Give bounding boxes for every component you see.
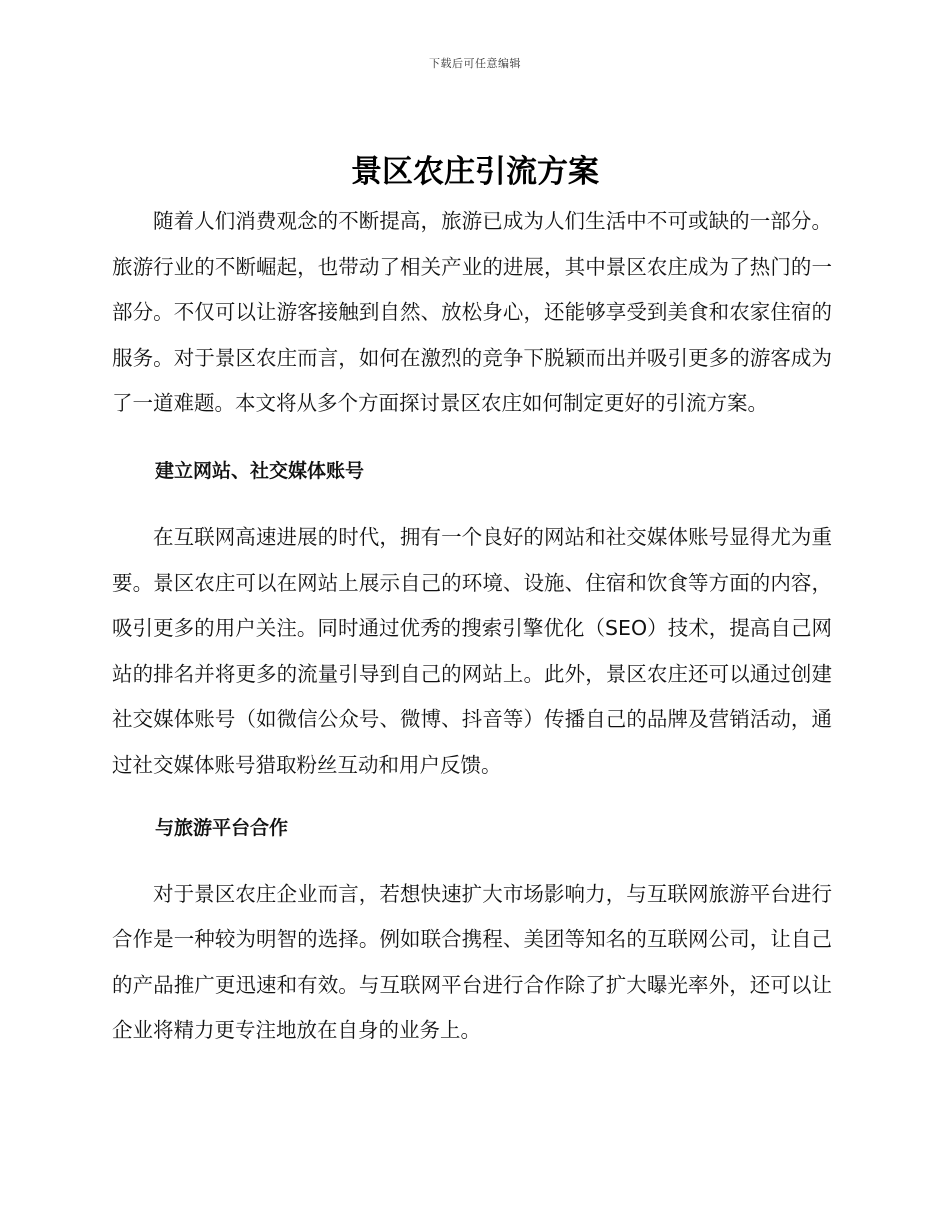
section-paragraph-platform-cooperation: 对于景区农庄企业而言，若想快速扩大市场影响力，与互联网旅游平台进行合作是一种较为明智的选择。例如联合携程、美团等知名的互联网公司，让自己的产品推广更迅速和有效。与互联网平台进行合作除了扩大曝光率外，还可以让企业将精力更专注地放在自身的业务上。: [112, 881, 832, 1043]
header-note: 下载后可任意编辑: [429, 57, 521, 70]
intro-paragraph: 随着人们消费观念的不断提高，旅游已成为人们生活中不可或缺的一部分。旅游行业的不断崛起，也带动了相关产业的进展，其中景区农庄成为了热门的一部分。不仅可以让游客接触到自然、放松身心，还能够享受到美食和农家住宿的服务。对于景区农庄而言，如何在激烈的竞争下脱颖而出并吸引更多的游客成为了一道难题。本文将从多个方面探讨景区农庄如何制定更好的引流方案。: [112, 209, 832, 416]
document-body: [112, 199, 832, 1054]
section-paragraph-website-social: 在互联网高速进展的时代，拥有一个良好的网站和社交媒体账号显得尤为重要。景区农庄可以在网站上展示自己的环境、设施、住宿和饮食等方面的内容，吸引更多的用户关注。同时通过优秀的搜索引擎优化（SEO）技术，提高自己网站的排名并将更多的流量引导到自己的网站上。此外，景区农庄还可以通过创建社交媒体账号（如微信公众号、微博、抖音等）传播自己的品牌及营销活动，通过社交媒体账号猎取粉丝互动和用户反馈。: [112, 524, 832, 777]
section-heading-platform-cooperation: 与旅游平台合作: [155, 816, 289, 839]
section-heading-website-social: 建立网站、社交媒体账号: [155, 459, 365, 482]
document-title: 景区农庄引流方案: [351, 154, 599, 190]
